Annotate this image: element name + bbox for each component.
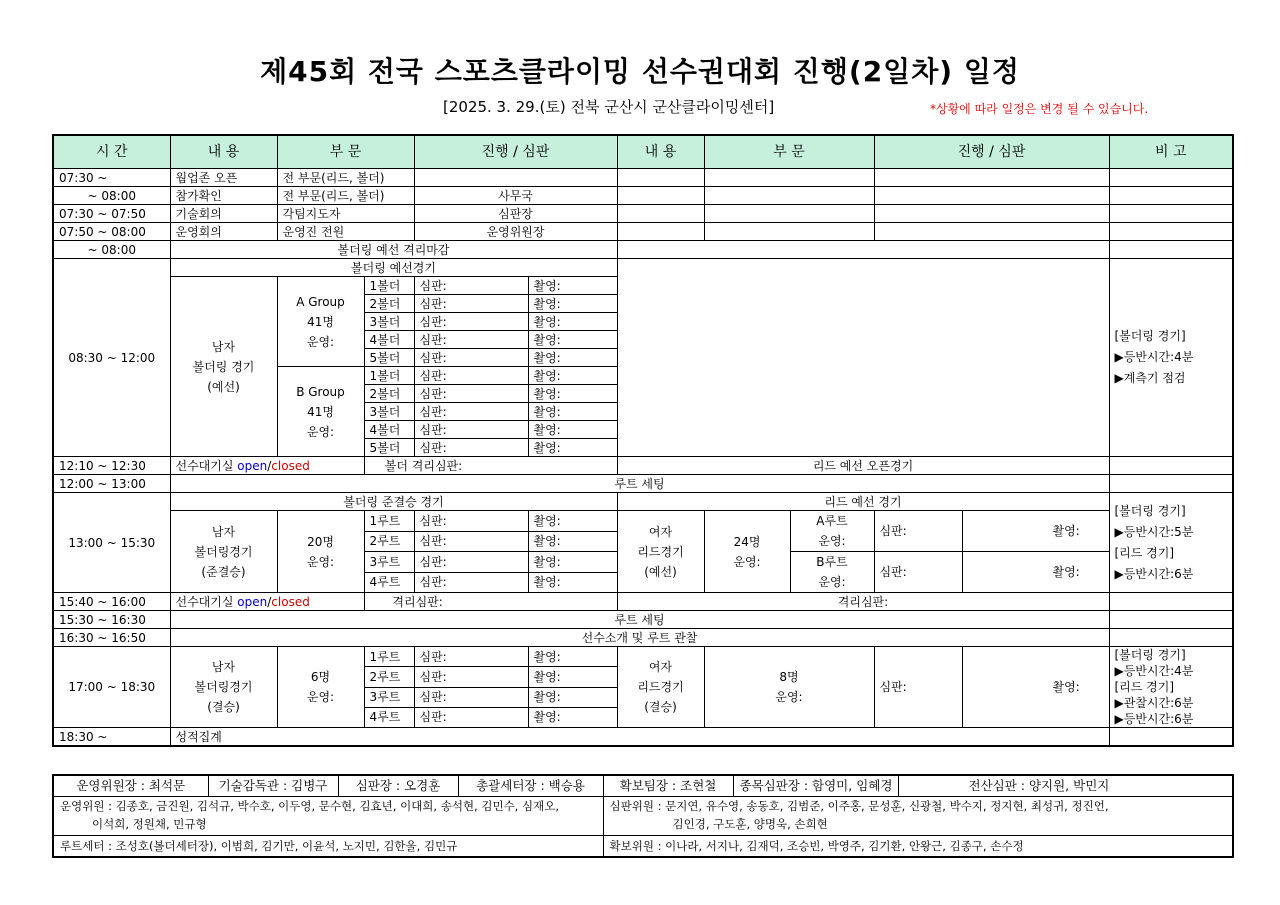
count: 8명 (779, 670, 799, 684)
time-cell: 07:50 ~ 08:00 (53, 223, 170, 241)
col-division-2: 부 문 (704, 135, 874, 169)
op: 운영: (818, 534, 846, 548)
empty-cell (617, 205, 704, 223)
judges-line: 김인경, 구도훈, 양명욱, 손희현 (672, 817, 828, 831)
lead-qual-title: 리드 예선 경기 (617, 493, 1109, 511)
group-count: 41명 (307, 404, 334, 419)
boulder-cell: 1볼더 (364, 277, 414, 295)
time-cell: 13:00 ~ 15:30 (53, 493, 170, 593)
col-content: 내 용 (170, 135, 277, 169)
op: 운영: (306, 690, 335, 704)
group-cell (277, 277, 364, 367)
count: 24명 (733, 534, 761, 549)
time-cell: 07:30 ~ (53, 169, 170, 187)
route-cell: 4루트 (364, 572, 414, 593)
route-cell: 2루트 (364, 667, 414, 687)
camera-label: 촬영: (528, 439, 617, 457)
camera-label: 촬영: (528, 277, 617, 295)
camera-label: 촬영: (528, 295, 617, 313)
time-cell: ~ 08:00 (53, 241, 170, 259)
table-row (53, 611, 1233, 629)
event-cell (170, 511, 277, 593)
event-date-venue: [2025. 3. 29.(토) 전북 군산시 군산클라이밍센터] (443, 98, 775, 116)
iso-judge-label: 격리심판: (392, 594, 443, 609)
group-name: A Group (296, 294, 345, 309)
col-division: 부 문 (277, 135, 414, 169)
empty-cell (617, 223, 704, 241)
closed-label: closed (271, 458, 310, 473)
camera-label: 촬영: (528, 687, 617, 707)
group-cell (277, 367, 364, 457)
lead-iso-judge: 격리심판: (617, 593, 1109, 611)
table-row (53, 205, 1233, 223)
empty-cell (1109, 241, 1233, 259)
col-remark: 비 고 (1109, 135, 1233, 169)
judge-label: 심판: (414, 421, 528, 439)
boulder-cell: 5볼더 (364, 349, 414, 367)
table-row (53, 169, 1233, 187)
judge-label: 심판: (414, 572, 528, 593)
remark-line: ▶계측기 점검 (1114, 371, 1186, 385)
slash: / (267, 458, 272, 473)
division-cell: 전 부문(리드, 볼더) (277, 169, 414, 187)
empty-cell (1109, 629, 1233, 647)
committee-line: 이석희, 정원채, 민규형 (92, 817, 207, 831)
judge-label: 심판: (874, 647, 962, 728)
camera-label: 촬영: (528, 531, 617, 552)
final-remark (1109, 647, 1233, 728)
table-row (53, 728, 1233, 747)
event-line: 볼더링경기 (194, 680, 253, 694)
it-judge: 전산심판 : 양지원, 박민지 (898, 775, 1233, 797)
isolation-judge (364, 593, 617, 611)
empty-cell (617, 259, 1109, 457)
judge-label: 심판: (414, 439, 528, 457)
table-row (53, 593, 1233, 611)
empty-cell (617, 169, 704, 187)
group-name: B Group (296, 384, 345, 399)
route-setting: 루트 세팅 (170, 475, 1109, 493)
event-line: 남자 (211, 660, 236, 674)
content-cell: 참가확인 (170, 187, 277, 205)
time-cell: 18:30 ~ (53, 728, 170, 747)
op: 운영: (306, 554, 335, 569)
staff-table (52, 774, 1234, 858)
judge-label: 심판: (414, 367, 528, 385)
lead-event-cell (617, 647, 704, 728)
open-label: open (237, 458, 268, 473)
division-cell: 운영진 전원 (277, 223, 414, 241)
chair: 운영위원장 : 최석문 (53, 775, 208, 797)
content-cell: 기술회의 (170, 205, 277, 223)
event-cell (170, 277, 277, 457)
athlete-intro: 선수소개 및 루트 관찰 (170, 629, 1109, 647)
time-cell: 07:30 ~ 07:50 (53, 205, 170, 223)
route-cell: 3루트 (364, 687, 414, 707)
col-content-2: 내 용 (617, 135, 704, 169)
iso-judge-label: 볼더 격리심판: (384, 458, 463, 473)
route-setting: 루트 세팅 (170, 611, 1109, 629)
route-cell: 2루트 (364, 531, 414, 552)
empty-cell (874, 223, 1109, 241)
committee-line: 운영위원 : 김종호, 금진원, 김석규, 박수호, 이두영, 문수현, 김효년, 이대희, 송석현, 김민수, 심재오, (60, 799, 559, 813)
empty-cell (874, 169, 1109, 187)
route-setters: 루트세터 : 조성호(볼더세터장), 이범희, 김기만, 이윤석, 노지민, 김한울, 김민규 (53, 836, 603, 858)
empty-cell (874, 205, 1109, 223)
boulder-cell: 3볼더 (364, 313, 414, 331)
staff-committee-row (53, 797, 1233, 836)
time-cell: 12:00 ~ 13:00 (53, 475, 170, 493)
judge-cell (414, 169, 617, 187)
op: 운영: (818, 575, 846, 589)
camera-label: 촬영: (528, 552, 617, 573)
table-row (53, 259, 1233, 277)
count: 6명 (310, 670, 331, 684)
col-judge: 진행 / 심판 (414, 135, 617, 169)
col-judge-2: 진행 / 심판 (874, 135, 1109, 169)
table-row (53, 223, 1233, 241)
camera-label: 촬영: (528, 385, 617, 403)
empty-cell (704, 205, 874, 223)
empty-cell (1109, 223, 1233, 241)
time-cell: 12:10 ~ 12:30 (53, 457, 170, 475)
judge-cell: 심판장 (414, 205, 617, 223)
closed-label: closed (271, 594, 310, 609)
event-line: 여자 (648, 524, 673, 539)
staff-heads-row (53, 775, 1233, 797)
camera-label: 촬영: (962, 511, 1109, 552)
remark-line: [리드 경기] (1114, 680, 1175, 694)
empty-cell (1109, 457, 1233, 475)
table-row (53, 475, 1233, 493)
division-cell: 각팀지도자 (277, 205, 414, 223)
event-line: (예선) (207, 379, 240, 394)
group-op: 운영: (306, 334, 335, 349)
lead-count-cell (704, 511, 790, 593)
remark-line: [볼더링 경기] (1114, 329, 1186, 343)
semi-remark (1109, 493, 1233, 593)
judges-line: 심판위원 : 문지연, 유수영, 송동호, 김범준, 이주홍, 문성훈, 신광철, 박수지, 정지현, 최성귀, 정진언, (609, 799, 1109, 813)
empty-cell (874, 187, 1109, 205)
event-line: (예선) (644, 564, 677, 579)
camera-label: 촬영: (528, 367, 617, 385)
content-cell: 웜업존 오픈 (170, 169, 277, 187)
route-cell: 1루트 (364, 647, 414, 667)
results-tally: 성적집계 (170, 728, 1109, 747)
empty-cell (1109, 205, 1233, 223)
boulder-cell: 2볼더 (364, 295, 414, 313)
event-judge: 종목심판장 : 함영미, 임혜경 (733, 775, 898, 797)
table-row (53, 241, 1233, 259)
empty-cell (1109, 611, 1233, 629)
empty-cell (1109, 728, 1233, 747)
change-notice: *상황에 따라 일정은 변경 될 수 있습니다. (930, 102, 1149, 116)
event-line: (결승) (644, 700, 677, 714)
camera-label: 촬영: (528, 647, 617, 667)
empty-cell (704, 169, 874, 187)
boulder-cell: 4볼더 (364, 421, 414, 439)
event-line: (결승) (207, 700, 240, 714)
open-label: open (237, 594, 268, 609)
isolation-judge (364, 457, 617, 475)
camera-label: 촬영: (528, 707, 617, 727)
judge-cell: 사무국 (414, 187, 617, 205)
group-count: 41명 (307, 314, 334, 329)
boulder-cell: 3볼더 (364, 403, 414, 421)
boulder-cell: 1볼더 (364, 367, 414, 385)
judge-label: 심판: (414, 667, 528, 687)
judge-label: 심판: (874, 511, 962, 552)
camera-label: 촬영: (528, 572, 617, 593)
waiting-room (170, 593, 364, 611)
waiting-label: 선수대기실 (175, 594, 234, 609)
semi-title: 볼더링 준결승 경기 (170, 493, 617, 511)
isolation-close: 볼더링 예선 격리마감 (170, 241, 617, 259)
judge-label: 심판: (414, 331, 528, 349)
camera-label: 촬영: (528, 511, 617, 532)
count: 20명 (307, 534, 334, 549)
op: 운영: (775, 690, 803, 704)
empty-cell (617, 187, 704, 205)
event-line: 볼더링경기 (194, 544, 253, 559)
page-title: 제45회 전국 스포츠클라이밍 선수권대회 진행(2일차) 일정 (260, 55, 1020, 88)
table-row (53, 629, 1233, 647)
table-row (53, 647, 1233, 667)
camera-label: 촬영: (962, 552, 1109, 593)
event-line: 남자 (211, 524, 236, 539)
chief-setter: 총괄세터장 : 백승용 (458, 775, 603, 797)
judge-label: 심판: (414, 403, 528, 421)
group-op: 운영: (306, 424, 335, 439)
table-row (53, 511, 1233, 532)
event-line: 리드경기 (637, 544, 684, 559)
empty-cell (704, 187, 874, 205)
route-cell: 4루트 (364, 707, 414, 727)
content-cell: 운영회의 (170, 223, 277, 241)
judge-label: 심판: (414, 552, 528, 573)
camera-label: 촬영: (528, 331, 617, 349)
remark-line: [리드 경기] (1114, 545, 1175, 560)
judge-label: 심판: (414, 385, 528, 403)
judge-label: 심판: (414, 511, 528, 532)
lead-open: 리드 예선 오픈경기 (617, 457, 1109, 475)
camera-label: 촬영: (528, 403, 617, 421)
chief-judge: 심판장 : 오경훈 (338, 775, 458, 797)
event-cell (170, 647, 277, 728)
remark-line: ▶등반시간:6분 (1114, 566, 1194, 581)
camera-label: 촬영: (528, 349, 617, 367)
remark-line: [볼더링 경기] (1114, 503, 1186, 518)
belayers: 확보위원 : 이나라, 서지나, 김재덕, 조승빈, 박영주, 김기환, 안왕근, 김종구, 손수정 (603, 836, 1233, 858)
route-b: B루트 (816, 555, 848, 569)
lead-event-cell (617, 511, 704, 593)
boulder-cell: 5볼더 (364, 439, 414, 457)
count-cell (277, 511, 364, 593)
count-cell (277, 647, 364, 728)
judge-label: 심판: (414, 295, 528, 313)
remark-line: ▶등반시간:4분 (1114, 664, 1194, 678)
judge-label: 심판: (414, 313, 528, 331)
camera-label: 촬영: (962, 647, 1109, 728)
boulder-cell: 4볼더 (364, 331, 414, 349)
table-row (53, 493, 1233, 511)
judge-label: 심판: (414, 647, 528, 667)
qual-remark (1109, 259, 1233, 457)
time-cell: 16:30 ~ 16:50 (53, 629, 170, 647)
staff-setter-row (53, 836, 1233, 858)
table-row (53, 187, 1233, 205)
col-time: 시 간 (53, 135, 170, 169)
time-cell: 15:40 ~ 16:00 (53, 593, 170, 611)
judge-label: 심판: (414, 687, 528, 707)
header-row (53, 135, 1233, 169)
route-cell: 3루트 (364, 552, 414, 573)
event-line: 리드경기 (637, 680, 684, 694)
remark-line: [볼더링 경기] (1114, 648, 1186, 662)
tech-delegate: 기술감독관 : 김병구 (208, 775, 338, 797)
empty-cell (617, 241, 1109, 259)
camera-label: 촬영: (528, 313, 617, 331)
time-cell: 17:00 ~ 18:30 (53, 647, 170, 728)
camera-label: 촬영: (528, 421, 617, 439)
schedule-table (52, 134, 1234, 747)
time-cell: 08:30 ~ 12:00 (53, 259, 170, 457)
belay-chief: 확보팀장 : 조현철 (603, 775, 733, 797)
lead-route-a (790, 511, 874, 552)
op: 운영: (733, 554, 761, 569)
judge-cell: 운영위원장 (414, 223, 617, 241)
judge-label: 심판: (414, 277, 528, 295)
slash: / (267, 594, 272, 609)
camera-label: 촬영: (528, 667, 617, 687)
remark-line: ▶등반시간:5분 (1114, 524, 1194, 539)
route-a: A루트 (816, 514, 848, 528)
division-cell: 전 부문(리드, 볼더) (277, 187, 414, 205)
judge-members (603, 797, 1233, 836)
empty-cell (1109, 187, 1233, 205)
empty-cell (1109, 169, 1233, 187)
judge-label: 심판: (414, 707, 528, 727)
empty-cell (704, 223, 874, 241)
time-cell: 15:30 ~ 16:30 (53, 611, 170, 629)
judge-label: 심판: (414, 349, 528, 367)
event-line: 여자 (648, 660, 673, 674)
event-line: 남자 (211, 339, 236, 354)
remark-line: ▶등반시간:6분 (1114, 712, 1194, 726)
committee-members (53, 797, 603, 836)
empty-cell (1109, 475, 1233, 493)
route-cell: 1루트 (364, 511, 414, 532)
boulder-cell: 2볼더 (364, 385, 414, 403)
waiting-label: 선수대기실 (175, 458, 234, 473)
lead-count-cell (704, 647, 874, 728)
time-cell: ~ 08:00 (53, 187, 170, 205)
qual-title: 볼더링 예선경기 (170, 259, 617, 277)
empty-cell (1109, 593, 1233, 611)
event-line: 볼더링 경기 (192, 359, 255, 374)
event-line: (준결승) (201, 564, 246, 579)
table-row (53, 457, 1233, 475)
judge-label: 심판: (874, 552, 962, 593)
lead-route-b (790, 552, 874, 593)
judge-label: 심판: (414, 531, 528, 552)
waiting-room (170, 457, 364, 475)
remark-line: ▶관찰시간:6분 (1114, 696, 1194, 710)
remark-line: ▶등반시간:4분 (1114, 350, 1194, 364)
